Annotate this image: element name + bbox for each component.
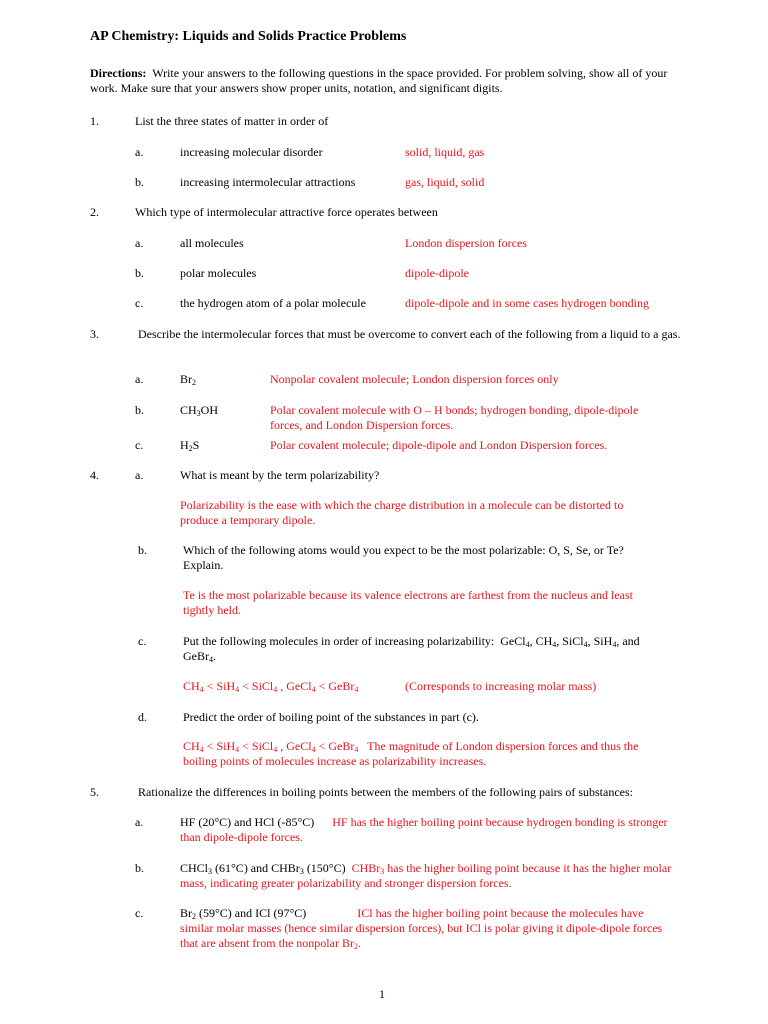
q5c-text: Br2 (59°C) and ICl (97°C) ICl has the higher boiling point because the molecules have similar molar masses (hence similar dispersion forces), but ICl is polar giving it dipole-dipole forces that are absent from the nonpolar Br2. <box>180 906 663 951</box>
question-1-number: 1. <box>90 114 99 128</box>
question-2-prompt: Which type of intermolecular attractive force operates between <box>135 205 438 219</box>
q1a-text: increasing molecular disorder <box>180 145 323 159</box>
q2b-answer: dipole-dipole <box>405 266 469 280</box>
q5c-answer: ICl has the higher boiling point because the molecules have similar molar masses (hence similar dispersion forces), but ICl is polar giving it dipole-dipole forces that are absent from the nonpolar Br2. <box>180 906 663 951</box>
question-3-number: 3. <box>90 327 99 341</box>
directions-label: Directions: <box>90 66 147 80</box>
q3a-formula: Br2 <box>180 372 196 387</box>
q4d-text: Predict the order of boiling point of the substances in part (c). <box>183 710 479 724</box>
question-4-number: 4. <box>90 468 99 482</box>
question-2-number: 2. <box>90 205 99 219</box>
question-1-prompt: List the three states of matter in order of <box>135 114 329 128</box>
q4d-answer-note: The magnitude of London dispersion forces and thus the boiling points of molecules increase as polarizability increases. <box>183 739 639 768</box>
q4c-answer-note: (Corresponds to increasing molar mass) <box>405 679 597 693</box>
q5b-text: CHCl3 (61°C) and CHBr3 (150°C) CHBr3 has the higher boiling point because it has the higher molar mass, indicating greater polarizability and stronger dispersion forces. <box>180 861 672 890</box>
q4c-text: Put the following molecules in order of increasing polarizability: GeCl4, CH4, SiCl4, SiH4, and GeBr4. <box>183 634 640 664</box>
q4d-answer: CH4 < SiH4 < SiCl4 , GeCl4 < GeBr4 The magnitude of London dispersion forces and thus the boiling points of molecules increase as polarizability increases. <box>183 739 639 768</box>
q4c-answer-order: CH4 < SiH4 < SiCl4 , GeCl4 < GeBr4 <box>183 679 359 694</box>
q1b-text: increasing intermolecular attractions <box>180 175 356 189</box>
q3b-answer: Polar covalent molecule with O – H bonds; hydrogen bonding, dipole-dipole forces, and London Dispersion forces. <box>270 403 639 432</box>
question-3-prompt: Describe the intermolecular forces that must be overcome to convert each of the following from a liquid to a gas. <box>138 327 681 341</box>
q2c-answer: dipole-dipole and in some cases hydrogen bonding <box>405 296 649 310</box>
q2c-label: c. <box>135 296 144 310</box>
q5c-label: c. <box>135 906 144 920</box>
q3b-formula: CH3OH <box>180 403 219 418</box>
q4a-label: a. <box>135 468 144 482</box>
q2a-text: all molecules <box>180 236 244 250</box>
q2a-label: a. <box>135 236 144 250</box>
q3c-answer: Polar covalent molecule; dipole-dipole and London Dispersion forces. <box>270 438 608 452</box>
q5a-text: HF (20°C) and HCl (-85°C) HF has the higher boiling point because hydrogen bonding is stronger than dipole-dipole forces. <box>180 815 668 844</box>
q3b-label: b. <box>135 403 144 417</box>
q1a-answer: solid, liquid, gas <box>405 145 485 159</box>
q4b-label: b. <box>138 543 147 557</box>
q4d-label: d. <box>138 710 147 724</box>
q4a-answer: Polarizability is the ease with which the charge distribution in a molecule can be distorted to produce a temporary dipole. <box>180 498 624 527</box>
q5a-answer: HF has the higher boiling point because hydrogen bonding is stronger than dipole-dipole forces. <box>180 815 668 844</box>
q3c-formula: H2S <box>180 438 200 453</box>
directions <box>90 66 690 96</box>
q5a-label: a. <box>135 815 144 829</box>
page-title: AP Chemistry: Liquids and Solids Practice Problems <box>90 29 407 44</box>
q2c-text: the hydrogen atom of a polar molecule <box>180 296 366 310</box>
question-5-prompt: Rationalize the differences in boiling points between the members of the following pairs of substances: <box>138 785 633 799</box>
q5b-label: b. <box>135 861 144 875</box>
q2b-text: polar molecules <box>180 266 257 280</box>
directions-text: Write your answers to the following questions in the space provided. For problem solving, show all of your work. Make sure that your answers show proper units, notation, and significant digits. <box>90 66 668 95</box>
q4b-answer: Te is the most polarizable because its valence electrons are farthest from the nucleus and least tightly held. <box>183 588 633 617</box>
q4a-text: What is meant by the term polarizability? <box>180 468 380 482</box>
q1b-answer: gas, liquid, solid <box>405 175 485 189</box>
q4b-text: Which of the following atoms would you expect to be the most polarizable: O, S, Se, or Te? Explain. <box>183 543 624 572</box>
q3a-label: a. <box>135 372 144 386</box>
q1b-label: b. <box>135 175 144 189</box>
q4c-label: c. <box>138 634 147 648</box>
q2a-answer: London dispersion forces <box>405 236 527 250</box>
q3c-label: c. <box>135 438 144 452</box>
q3a-answer: Nonpolar covalent molecule; London dispersion forces only <box>270 372 559 386</box>
question-5-number: 5. <box>90 785 99 799</box>
q1a-label: a. <box>135 145 144 159</box>
q2b-label: b. <box>135 266 144 280</box>
q5b-answer: CHBr3 has the higher boiling point because it has the higher molar mass, indicating greater polarizability and stronger dispersion forces. <box>180 861 672 890</box>
page-number: 1 <box>379 987 385 1001</box>
